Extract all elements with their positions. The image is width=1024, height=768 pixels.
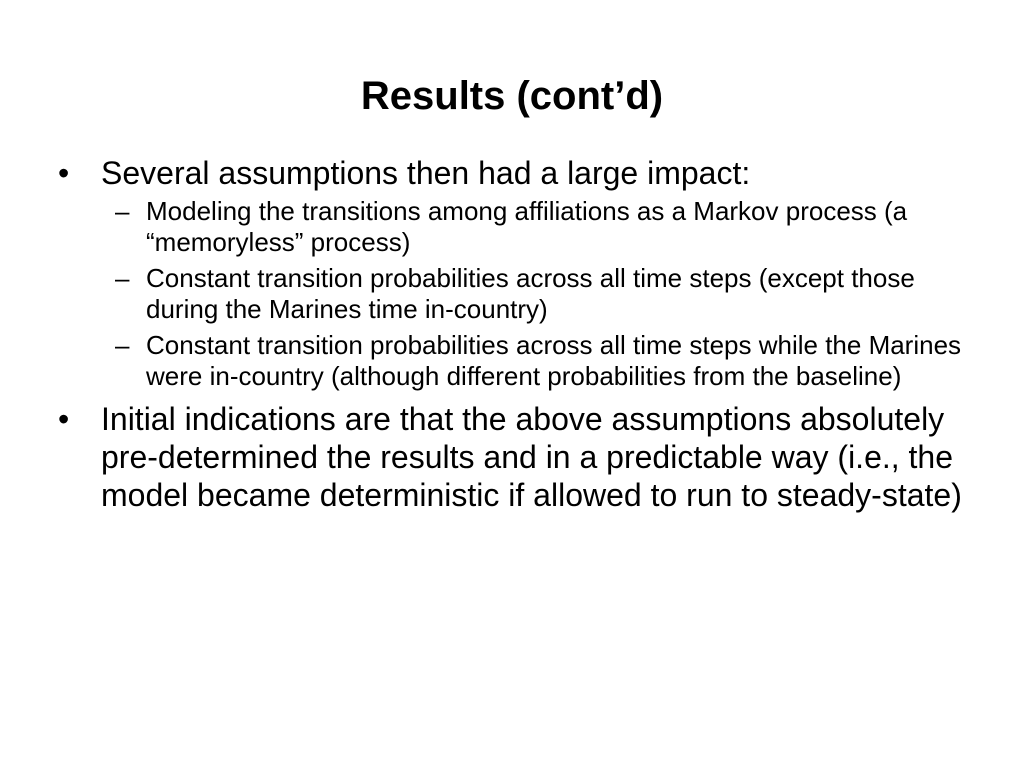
sub-bullet-list <box>101 196 978 392</box>
sub-bullet-item <box>101 330 978 392</box>
sub-bullet-marker: – <box>115 263 130 293</box>
sub-bullet-marker: – <box>115 196 130 226</box>
bullet-marker: • <box>58 155 70 191</box>
sub-bullet-text: Constant transition probabilities across all time steps while the Marines were in-country (although different probabilities from the baseline) <box>146 330 962 391</box>
sub-bullet-marker: – <box>115 330 130 360</box>
slide-body <box>58 154 978 522</box>
sub-bullet-text: Modeling the transitions among affiliations as a Markov process (a “memoryless” process) <box>146 196 908 257</box>
bullet-marker: • <box>58 401 70 437</box>
slide-title: Results (cont’d) <box>360 74 664 118</box>
bullet-item <box>58 400 978 514</box>
bullet-item <box>58 154 978 392</box>
sub-bullet-item <box>101 263 978 325</box>
bullet-text: Initial indications are that the above assumptions absolutely pre-determined the results and in a predictable way (i.e., the model became deterministic if allowed to run to steady-state) <box>101 401 962 513</box>
sub-bullet-item <box>101 196 978 258</box>
sub-bullet-text: Constant transition probabilities across all time steps (except those during the Marines time in-country) <box>146 263 915 324</box>
bullet-text: Several assumptions then had a large impact: <box>101 155 751 191</box>
